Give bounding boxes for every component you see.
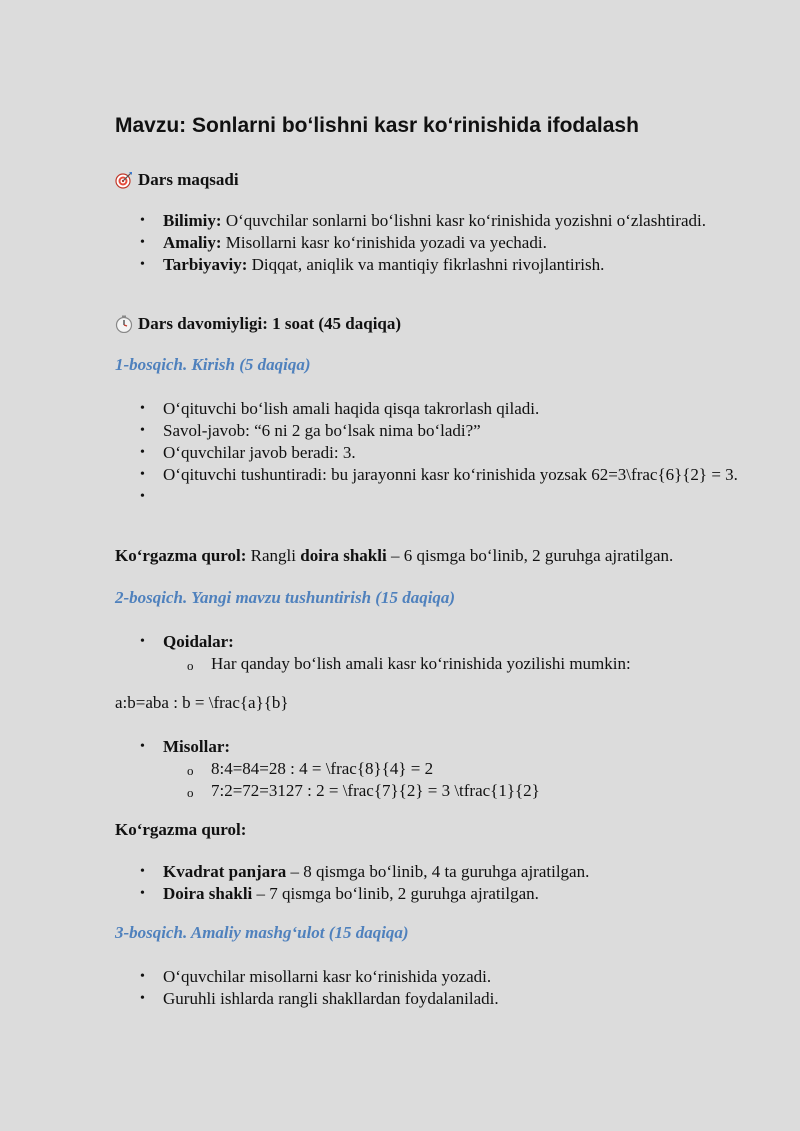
- goal-item: [135, 210, 765, 232]
- rules-sublist: [163, 653, 765, 675]
- rules-list: [135, 631, 765, 675]
- goal-label: Bilimiy:: [163, 211, 222, 230]
- examples-label: Misollar:: [163, 737, 231, 756]
- stage3-heading: 3-bosqich. Amaliy mashg‘ulot (15 daqiqa): [115, 923, 409, 942]
- goal-text: Diqqat, aniqlik va mantiqiy fikrlashni rivojlantirish.: [247, 255, 605, 274]
- list-item-empty: [135, 486, 765, 508]
- list-item: [135, 631, 765, 675]
- goal-heading: [115, 170, 239, 190]
- goal-item: [135, 232, 765, 254]
- sub-list-item: o 8:4=84=28 : 4 = \frac{8}{4} = 2: [163, 758, 765, 780]
- list-item: • Savol-javob: “6 ni 2 ga bo‘lsak nima bo‘ladi?”: [135, 420, 765, 442]
- sub-list-item: o Har qanday bo‘lish amali kasr ko‘rinishida yozilishi mumkin:: [163, 653, 765, 675]
- visual-aid-label: Ko‘rgazma qurol:: [115, 546, 247, 565]
- stage2-visual-label: [115, 820, 246, 840]
- goal-heading-text: Dars maqsadi: [138, 170, 239, 189]
- goal-list: [135, 210, 765, 276]
- examples-sublist: [163, 758, 765, 802]
- goal-text: Misollarni kasr ko‘rinishida yozadi va yechadi.: [221, 233, 547, 252]
- goal-text: O‘quvchilar sonlarni bo‘lishni kasr ko‘rinishida yozishni o‘zlashtiradi.: [221, 211, 706, 230]
- visual-aid-text: – 6 qismga bo‘linib, 2 guruhga ajratilgan.: [386, 546, 674, 565]
- page-title: Mavzu: Sonlarni bo‘lishni kasr ko‘rinishida ifodalash: [115, 114, 639, 137]
- stage2-visual-list: [135, 861, 765, 905]
- examples-list: [135, 736, 765, 802]
- list-item: • O‘quvchilar javob beradi: 3.: [135, 442, 765, 464]
- stage1-heading: 1-bosqich. Kirish (5 daqiqa): [115, 355, 311, 374]
- stage1-list: [135, 398, 765, 508]
- list-item: [135, 736, 765, 802]
- stopwatch-icon: [115, 315, 133, 333]
- item-text: – 8 qismga bo‘linib, 4 ta guruhga ajratilgan.: [286, 862, 590, 881]
- stage2-heading: 2-bosqich. Yangi mavzu tushuntirish (15 daqiqa): [115, 588, 456, 607]
- stage3-list: [135, 966, 765, 1010]
- goal-label: Tarbiyaviy:: [163, 255, 248, 274]
- list-item: • O‘qituvchi bo‘lish amali haqida qisqa takrorlash qiladi.: [135, 398, 765, 420]
- item-text: – 7 qismga bo‘linib, 2 guruhga ajratilgan.: [252, 884, 539, 903]
- list-item: • Guruhli ishlarda rangli shakllardan foydalaniladi.: [135, 988, 765, 1010]
- list-item: [135, 883, 765, 905]
- goal-label: Amaliy:: [163, 233, 222, 252]
- visual-aid-text: Rangli: [246, 546, 301, 565]
- rules-label: Qoidalar:: [163, 632, 234, 651]
- visual-aid-bold: doira shakli: [300, 546, 387, 565]
- item-bold: Kvadrat panjara: [163, 862, 287, 881]
- list-item: • O‘qituvchi tushuntiradi: bu jarayonni kasr ko‘rinishida yozsak 62=3\frac{6}{2} = 3.: [135, 464, 765, 486]
- formula: a:b=aba : b = \frac{a}{b}: [115, 693, 289, 712]
- list-item: [135, 861, 765, 883]
- sub-list-item: o 7:2=72=3127 : 2 = \frac{7}{2} = 3 \tfrac{1}{2}: [163, 780, 765, 802]
- target-icon: [115, 171, 133, 189]
- goal-item: [135, 254, 765, 276]
- duration-heading: [115, 314, 401, 334]
- list-item: • O‘quvchilar misollarni kasr ko‘rinishida yozadi.: [135, 966, 765, 988]
- item-bold: Doira shakli: [163, 884, 253, 903]
- stage1-visual-aid: [115, 546, 673, 566]
- duration-text: Dars davomiyligi: 1 soat (45 daqiqa): [138, 314, 402, 333]
- visual-aid-label: Ko‘rgazma qurol:: [115, 820, 247, 839]
